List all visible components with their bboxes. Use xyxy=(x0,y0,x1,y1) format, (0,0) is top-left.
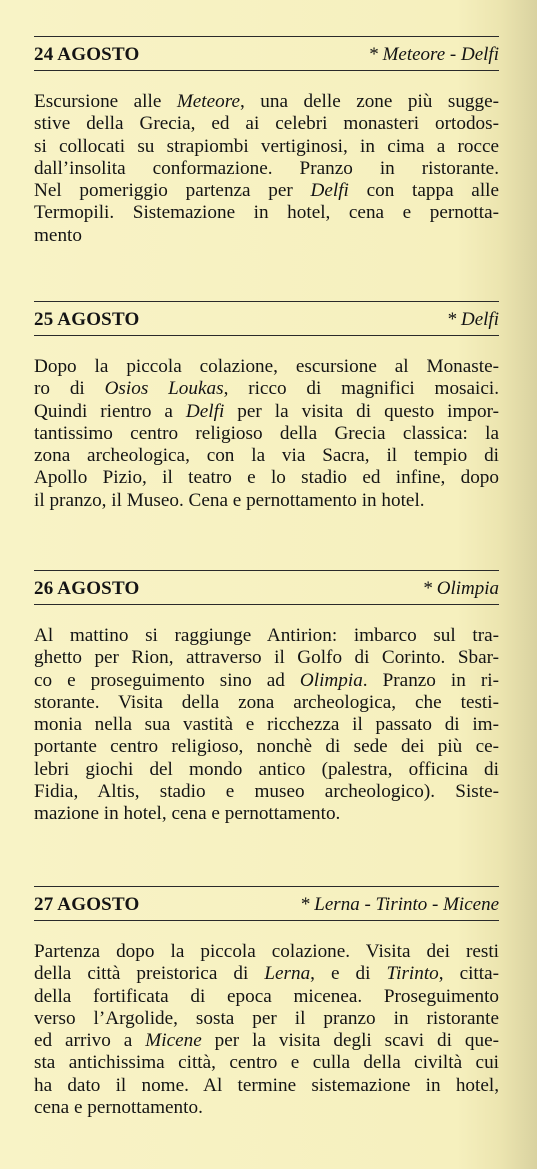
place-name: Delfi xyxy=(310,180,349,202)
text-line: stive della Grecia, ed ai celebri monasteri ortodos- xyxy=(34,113,499,135)
day-section-26 xyxy=(34,570,499,826)
day-date: 24 AGOSTO xyxy=(34,44,140,65)
text-line: il pranzo, il Museo. Cena e pernottamento in hotel. xyxy=(34,489,425,511)
day-date: 25 AGOSTO xyxy=(34,309,140,330)
text-line: sta antichissima città, centro e culla della civiltà cui xyxy=(34,1052,499,1074)
day-header xyxy=(34,887,499,921)
text-line: mento xyxy=(34,224,82,246)
place-name: Delfi xyxy=(185,400,225,422)
day-section-25 xyxy=(34,301,499,512)
text-line: Dopo la piccola colazione, escursione al Monaste- xyxy=(34,356,499,377)
place-name: Micene xyxy=(145,1030,202,1052)
text-line: verso l’Argolide, sosta per il pranzo in ristorante xyxy=(34,1007,499,1029)
text-line: ghetto per Rion, attraverso il Golfo di Corinto. Sbar- xyxy=(34,647,499,669)
text-line: monia nella sua vastità e ricchezza il passato di im- xyxy=(34,714,499,736)
text-line: lebri giochi del mondo antico (palestra, officina di xyxy=(34,758,499,780)
place-name: Lerna xyxy=(264,963,311,985)
text-line: co e proseguimento sino ad Olimpia. Pranzo in ri- xyxy=(34,669,499,691)
day-header xyxy=(34,302,499,336)
place-name: Olimpia xyxy=(299,669,363,691)
day-destination: * Delfi xyxy=(446,309,499,330)
text-line: dall’insolita conformazione. Pranzo in ristorante. xyxy=(34,157,499,179)
text-line: ro di Osios Loukas, ricco di magnifici mosaici. xyxy=(34,378,499,400)
day-description xyxy=(34,91,499,247)
day-destination: * Lerna - Tirinto - Micene xyxy=(300,894,499,915)
day-date: 26 AGOSTO xyxy=(34,578,140,599)
text-line: Al mattino si raggiunge Antirion: imbarco sul tra- xyxy=(34,625,499,646)
place-name: Tirinto xyxy=(386,963,439,985)
place-name: Osios Loukas xyxy=(104,378,224,400)
day-header xyxy=(34,571,499,605)
text-line: zona archeologica, con la via Sacra, il tempio di xyxy=(34,445,499,467)
text-line: della fortificata di epoca micenea. Proseguimento xyxy=(34,985,499,1007)
text-line: ha dato il nome. Al termine sistemazione in hotel, xyxy=(34,1074,499,1096)
text-line: Escursione alle Meteore, una delle zone più sugge- xyxy=(34,91,500,112)
text-line: Fidia, Altis, stadio e museo archeologico). Siste- xyxy=(34,781,499,803)
text-line: si collocati su strapiombi vertiginosi, in cima a rocce xyxy=(34,135,499,157)
day-date: 27 AGOSTO xyxy=(34,894,140,915)
text-line: Quindi rientro a Delfi per la visita di questo impor- xyxy=(34,400,499,422)
text-line: tantissimo centro religioso della Grecia classica: la xyxy=(34,422,499,444)
text-line: Termopili. Sistemazione in hotel, cena e pernotta- xyxy=(34,202,499,224)
text-line: portante centro religioso, nonchè di sede dei più ce- xyxy=(34,736,499,758)
day-description xyxy=(34,356,499,512)
day-description xyxy=(34,625,499,826)
day-destination: * Olimpia xyxy=(422,578,499,599)
day-header xyxy=(34,37,499,71)
text-line: della città preistorica di Lerna, e di Tirinto, citta- xyxy=(34,963,500,985)
text-line: cena e pernottamento. xyxy=(34,1097,203,1119)
text-line: Nel pomeriggio partenza per Delfi con tappa alle xyxy=(34,180,499,202)
text-line: ed arrivo a Micene per la visita degli scavi di que- xyxy=(34,1030,499,1052)
day-description xyxy=(34,941,499,1119)
text-line: mazione in hotel, cena e pernottamento. xyxy=(34,803,341,825)
text-line: Apollo Pizio, il teatro e lo stadio ed infine, dopo xyxy=(34,467,499,489)
text-line: Partenza dopo la piccola colazione. Visita dei resti xyxy=(34,941,499,962)
day-section-27 xyxy=(34,886,499,1119)
day-section-24 xyxy=(34,36,499,247)
text-line: storante. Visita della zona archeologica, che testi- xyxy=(34,691,499,713)
day-destination: * Meteore - Delfi xyxy=(368,44,499,65)
place-name: Meteore xyxy=(176,91,241,112)
